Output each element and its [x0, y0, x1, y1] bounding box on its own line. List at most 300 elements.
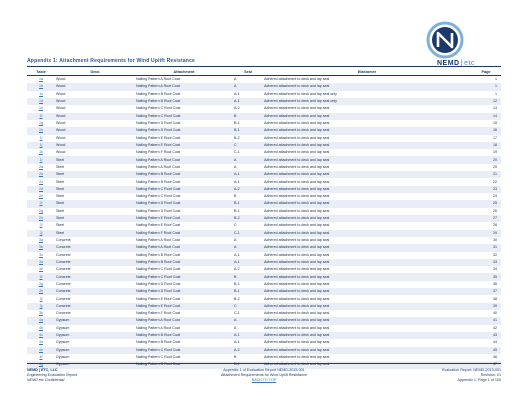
- cell-deck: Concrete: [55, 281, 135, 288]
- cell-table-id[interactable]: 3a: [27, 237, 55, 244]
- cell-table-id[interactable]: 2d: [27, 186, 55, 193]
- table-row: [27, 164, 501, 171]
- cell-page: 18: [471, 142, 501, 149]
- cell-table-id[interactable]: 3c: [27, 252, 55, 259]
- cell-attachment: Nailing Pattern A Roof Coat: [135, 325, 233, 332]
- cell-page: 17: [471, 135, 501, 142]
- cell-table-id[interactable]: 1i: [27, 135, 55, 142]
- cell-deck: Gypsum: [55, 317, 135, 324]
- cell-seal: B: [233, 113, 263, 120]
- table-row: [27, 281, 501, 288]
- cell-page: 24: [471, 193, 501, 200]
- cell-seal: B-1: [233, 120, 263, 127]
- table-row: [27, 354, 501, 361]
- cell-page: 40: [471, 310, 501, 317]
- table-row: [27, 208, 501, 215]
- cell-elastomer: Adhered attachment to deck and lap seal: [263, 208, 471, 215]
- cell-page: 42: [471, 325, 501, 332]
- table-row: [27, 332, 501, 339]
- cell-attachment: Nailing Pattern F Roof Coat: [135, 310, 233, 317]
- cell-deck: Gypsum: [55, 339, 135, 346]
- cell-page: 1: [471, 76, 501, 84]
- cell-deck: Concrete: [55, 237, 135, 244]
- cell-page: 44: [471, 339, 501, 346]
- cell-page: 23: [471, 186, 501, 193]
- cell-attachment: Nailing Pattern C Roof Coat: [135, 354, 233, 361]
- cell-attachment: Nailing Pattern B Roof Coat: [135, 332, 233, 339]
- cell-deck: Wood: [55, 76, 135, 84]
- table-row: [27, 200, 501, 207]
- table-row: [27, 193, 501, 200]
- cell-table-id[interactable]: 2j: [27, 230, 55, 237]
- table-row: [27, 156, 501, 163]
- table-header-row: [27, 68, 501, 76]
- table-row: [27, 222, 501, 229]
- cell-page: 30: [471, 237, 501, 244]
- cell-attachment: Nailing Pattern C Roof Coat: [135, 266, 233, 273]
- cell-seal: A: [233, 164, 263, 171]
- cell-attachment: Nailing Pattern F Roof Coat: [135, 149, 233, 156]
- cell-page: 29: [471, 230, 501, 237]
- table-row: [27, 295, 501, 302]
- cell-attachment: Nailing Pattern D Roof Coat: [135, 200, 233, 207]
- cell-page: 34: [471, 266, 501, 273]
- footer-appendix-ref: Appendix 1 of Evaluation Report NEMD-2015-001: [223, 368, 305, 372]
- cell-page: 45: [471, 347, 501, 354]
- cell-deck: Gypsum: [55, 325, 135, 332]
- cell-deck: Wood: [55, 98, 135, 105]
- footer-confidential: NEMD etc Confidential: [27, 378, 65, 382]
- cell-seal: A-1: [233, 178, 263, 185]
- cell-attachment: Nailing Pattern A Roof Coat: [135, 237, 233, 244]
- logo-brand: NEMD: [437, 60, 460, 67]
- cell-attachment: Nailing Pattern C Roof Coat: [135, 186, 233, 193]
- cell-table-id[interactable]: 1l: [27, 156, 55, 163]
- cell-page: 1: [471, 83, 501, 90]
- cell-table-id[interactable]: 2e: [27, 193, 55, 200]
- cell-page: 25: [471, 200, 501, 207]
- cell-seal: A-1: [233, 252, 263, 259]
- cell-seal: A-2: [233, 105, 263, 112]
- cell-seal: B-2: [233, 295, 263, 302]
- cell-elastomer: Adhered attachment to deck and lap seal: [263, 193, 471, 200]
- footer-report-number: Evaluation Report: NEMD-2015-001: [441, 368, 501, 372]
- cell-seal: B-2: [233, 215, 263, 222]
- cell-elastomer: Adhered attachment to deck and lap seal: [263, 230, 471, 237]
- cell-elastomer: Adhered attachment to deck and lap seal: [263, 252, 471, 259]
- cell-elastomer: Adhered attachment to deck and lap seal: [263, 354, 471, 361]
- cell-table-id[interactable]: 4f: [27, 354, 55, 361]
- logo-mark: [425, 20, 465, 60]
- table-row: [27, 266, 501, 273]
- footer-right: [442, 368, 501, 383]
- cell-elastomer: Adhered attachment to deck and lap seal only: [263, 91, 471, 98]
- table-row: [27, 237, 501, 244]
- cell-seal: B: [233, 193, 263, 200]
- table-row: [27, 230, 501, 237]
- cell-seal: A-2: [233, 347, 263, 354]
- table-row: [27, 127, 501, 134]
- cell-elastomer: Adhered attachment to deck and lap seal: [263, 310, 471, 317]
- cell-elastomer: Adhered attachment to deck and lap seal only: [263, 98, 471, 105]
- table-row: [27, 149, 501, 156]
- cell-page: 22: [471, 178, 501, 185]
- cell-table-id[interactable]: 1d: [27, 98, 55, 105]
- cell-elastomer: Adhered attachment to deck and lap seal: [263, 317, 471, 324]
- cell-page: 32: [471, 252, 501, 259]
- cell-table-id[interactable]: 1c: [27, 91, 55, 98]
- logo-divider: |: [460, 60, 464, 67]
- title-rule: [27, 66, 501, 67]
- cell-table-id[interactable]: 1f: [27, 113, 55, 120]
- cell-elastomer: Adhered attachment to deck and lap seal: [263, 295, 471, 302]
- cell-elastomer: Adhered attachment to deck and lap seal: [263, 339, 471, 346]
- footer-rule: [27, 363, 501, 364]
- cell-table-id[interactable]: 2f: [27, 200, 55, 207]
- cell-seal: B-1: [233, 208, 263, 215]
- cell-elastomer: Adhered attachment to deck and lap seal: [263, 127, 471, 134]
- cell-seal: C-1: [233, 149, 263, 156]
- cell-attachment: Nailing Pattern B Roof Coat: [135, 98, 233, 105]
- cell-page: 33: [471, 259, 501, 266]
- cell-table-id[interactable]: 3i: [27, 295, 55, 302]
- cell-page: 35: [471, 273, 501, 280]
- cell-seal: C: [233, 222, 263, 229]
- cell-table-id[interactable]: 3e: [27, 266, 55, 273]
- cell-deck: Concrete: [55, 273, 135, 280]
- cell-page: 20: [471, 164, 501, 171]
- cell-table-id[interactable]: 2i: [27, 222, 55, 229]
- cell-attachment: Nailing Pattern C Roof Coat: [135, 347, 233, 354]
- cell-page: 19: [471, 149, 501, 156]
- cell-elastomer: Adhered attachment to deck and lap seal: [263, 332, 471, 339]
- cell-deck: Concrete: [55, 288, 135, 295]
- cell-elastomer: Adhered attachment to deck and lap seal: [263, 120, 471, 127]
- table-row: [27, 317, 501, 324]
- cell-seal: B-1: [233, 281, 263, 288]
- cell-page: 41: [471, 317, 501, 324]
- col-header-attachment: Attachment: [135, 68, 233, 76]
- cell-deck: Steel: [55, 186, 135, 193]
- cell-table-id[interactable]: 3g: [27, 281, 55, 288]
- cell-attachment: Nailing Pattern B Roof Coat: [135, 252, 233, 259]
- cell-deck: Gypsum: [55, 361, 135, 368]
- cell-attachment: Nailing Pattern E Roof Coat: [135, 215, 233, 222]
- cell-attachment: Nailing Pattern B Roof Coat: [135, 259, 233, 266]
- cell-seal: A-1: [233, 339, 263, 346]
- cell-elastomer: Adhered attachment to deck and lap seal: [263, 76, 471, 84]
- cell-seal: A: [233, 83, 263, 90]
- footer-appendix-title: Attachment Requirements for Wind Uplift Resistance: [220, 373, 308, 377]
- appendix-table: [27, 68, 501, 369]
- cell-elastomer: Adhered attachment to deck and lap seal: [263, 281, 471, 288]
- cell-seal: A-2: [233, 266, 263, 273]
- footer-report-type: Engineering Evaluation Report: [27, 373, 78, 377]
- cell-deck: Steel: [55, 171, 135, 178]
- cell-seal: A-1: [233, 171, 263, 178]
- cell-deck: Wood: [55, 135, 135, 142]
- cell-page: 14: [471, 113, 501, 120]
- cell-seal: A-1: [233, 91, 263, 98]
- cell-attachment: Nailing Pattern D Roof Coat: [135, 127, 233, 134]
- cell-attachment: Nailing Pattern B Roof Coat: [135, 91, 233, 98]
- footer-revision: Revision: 01: [480, 373, 501, 377]
- cell-elastomer: Adhered attachment to deck and lap seal: [263, 178, 471, 185]
- table-row: [27, 83, 501, 90]
- cell-seal: A-1: [233, 98, 263, 105]
- document-title: Appendix 1: Attachment Requirements for Wind Uplift Resistance: [27, 58, 196, 64]
- cell-seal: A: [233, 317, 263, 324]
- cell-deck: Gypsum: [55, 347, 135, 354]
- cell-attachment: Nailing Pattern C Roof Coat: [135, 113, 233, 120]
- table-row: [27, 171, 501, 178]
- cell-table-id[interactable]: 2g: [27, 208, 55, 215]
- cell-seal: A: [233, 76, 263, 84]
- cell-seal: C: [233, 303, 263, 310]
- cell-table-id[interactable]: 2a: [27, 164, 55, 171]
- cell-page: 39: [471, 303, 501, 310]
- cell-seal: B-1: [233, 127, 263, 134]
- table-row: [27, 252, 501, 259]
- cell-attachment: Nailing Pattern E Roof Coat: [135, 135, 233, 142]
- cell-deck: Wood: [55, 83, 135, 90]
- cell-elastomer: Adhered attachment to deck and lap seal: [263, 259, 471, 266]
- table-row: [27, 259, 501, 266]
- cell-elastomer: Adhered attachment to deck and lap seal: [263, 361, 471, 368]
- cell-deck: Wood: [55, 120, 135, 127]
- cell-seal: A: [233, 325, 263, 332]
- cell-deck: Wood: [55, 127, 135, 134]
- cell-deck: Concrete: [55, 252, 135, 259]
- cell-table-id[interactable]: 1h: [27, 127, 55, 134]
- cell-elastomer: Adhered attachment to deck and lap seal: [263, 215, 471, 222]
- cell-table-id[interactable]: 3h: [27, 288, 55, 295]
- cell-elastomer: Adhered attachment to deck and lap seal: [263, 200, 471, 207]
- logo-suffix: etc: [464, 60, 475, 67]
- cell-deck: Concrete: [55, 310, 135, 317]
- cell-deck: Gypsum: [55, 354, 135, 361]
- col-header-elastomer: Elastomer: [263, 68, 471, 76]
- cell-page: 12: [471, 98, 501, 105]
- cell-seal: C-1: [233, 310, 263, 317]
- cell-attachment: Nailing Pattern A Roof Coat: [135, 83, 233, 90]
- cell-seal: A: [233, 244, 263, 251]
- cell-attachment: Nailing Pattern A Roof Coat: [135, 244, 233, 251]
- cell-attachment: Nailing Pattern A Roof Coat: [135, 156, 233, 163]
- cell-elastomer: Adhered attachment to deck and lap seal: [263, 325, 471, 332]
- cell-table-id[interactable]: 3k: [27, 310, 55, 317]
- cell-seal: B: [233, 273, 263, 280]
- cell-attachment: Nailing Pattern D Roof Coat: [135, 281, 233, 288]
- cell-elastomer: Adhered attachment to deck and lap seal: [263, 156, 471, 163]
- cell-attachment: Nailing Pattern B Roof Coat: [135, 178, 233, 185]
- cell-deck: Wood: [55, 113, 135, 120]
- cell-seal: B-1: [233, 361, 263, 368]
- cell-elastomer: Adhered attachment to deck and lap seal: [263, 105, 471, 112]
- cell-seal: A-2: [233, 186, 263, 193]
- cell-deck: Wood: [55, 105, 135, 112]
- col-header-seal: Seal: [233, 68, 263, 76]
- cell-page: 20: [471, 156, 501, 163]
- cell-page: 16: [471, 127, 501, 134]
- cell-attachment: Nailing Pattern A Roof Coat: [135, 164, 233, 171]
- cell-table-id[interactable]: 4g: [27, 361, 55, 368]
- cell-table-id[interactable]: 1b: [27, 83, 55, 90]
- cell-attachment: Nailing Pattern D Roof Coat: [135, 288, 233, 295]
- table-row: [27, 142, 501, 149]
- cell-table-id[interactable]: 4c: [27, 332, 55, 339]
- cell-page: 26: [471, 208, 501, 215]
- cell-elastomer: Adhered attachment to deck and lap seal: [263, 186, 471, 193]
- cell-page: 15: [471, 120, 501, 127]
- back-to-top-link[interactable]: BACK TO TOP: [251, 378, 277, 382]
- cell-deck: Wood: [55, 142, 135, 149]
- cell-elastomer: Adhered attachment to deck and lap seal: [263, 222, 471, 229]
- cell-elastomer: Adhered attachment to deck and lap seal: [263, 135, 471, 142]
- cell-deck: Steel: [55, 208, 135, 215]
- table-row: [27, 310, 501, 317]
- table-row: [27, 91, 501, 98]
- col-header-table: Table: [27, 68, 55, 76]
- cell-attachment: Nailing Pattern C Roof Coat: [135, 193, 233, 200]
- cell-table-id[interactable]: 4d: [27, 339, 55, 346]
- cell-page: 21: [471, 171, 501, 178]
- cell-page: 31: [471, 244, 501, 251]
- cell-attachment: Nailing Pattern B Roof Coat: [135, 339, 233, 346]
- cell-table-id[interactable]: 2h: [27, 215, 55, 222]
- table-row: [27, 339, 501, 346]
- cell-elastomer: Adhered attachment to deck and lap seal: [263, 83, 471, 90]
- cell-attachment: Nailing Pattern C Roof Coat: [135, 273, 233, 280]
- cell-attachment: Nailing Pattern E Roof Coat: [135, 295, 233, 302]
- cell-attachment: Nailing Pattern E Roof Coat: [135, 303, 233, 310]
- cell-deck: Steel: [55, 156, 135, 163]
- cell-page: 43: [471, 332, 501, 339]
- cell-attachment: Nailing Pattern F Roof Coat: [135, 230, 233, 237]
- table-row: [27, 105, 501, 112]
- cell-deck: Gypsum: [55, 332, 135, 339]
- cell-table-id[interactable]: 1j: [27, 142, 55, 149]
- cell-table-id[interactable]: 1a: [27, 76, 55, 84]
- col-header-page: Page: [471, 68, 501, 76]
- cell-deck: Steel: [55, 178, 135, 185]
- cell-deck: Steel: [55, 222, 135, 229]
- cell-page: 38: [471, 295, 501, 302]
- cell-attachment: Nailing Pattern B Roof Coat: [135, 171, 233, 178]
- cell-deck: Concrete: [55, 259, 135, 266]
- company-logo: [415, 20, 510, 70]
- cell-elastomer: Adhered attachment to deck and lap seal: [263, 303, 471, 310]
- table-row: [27, 273, 501, 280]
- cell-deck: Concrete: [55, 266, 135, 273]
- cell-page: 46: [471, 354, 501, 361]
- table-row: [27, 113, 501, 120]
- cell-page: 28: [471, 222, 501, 229]
- cell-page: 27: [471, 215, 501, 222]
- cell-attachment: Nailing Pattern D Roof Coat: [135, 208, 233, 215]
- cell-table-id[interactable]: 3j: [27, 303, 55, 310]
- cell-elastomer: Adhered attachment to deck and lap seal: [263, 288, 471, 295]
- cell-seal: A-1: [233, 332, 263, 339]
- cell-elastomer: Adhered attachment to deck and lap seal: [263, 113, 471, 120]
- table-row: [27, 98, 501, 105]
- cell-seal: C: [233, 142, 263, 149]
- cell-elastomer: Adhered attachment to deck and lap seal: [263, 171, 471, 178]
- cell-deck: Steel: [55, 215, 135, 222]
- cell-seal: C-1: [233, 230, 263, 237]
- table-row: [27, 135, 501, 142]
- cell-elastomer: Adhered attachment to deck and lap seal: [263, 142, 471, 149]
- cell-attachment: Nailing Pattern E Roof Coat: [135, 142, 233, 149]
- cell-attachment: Nailing Pattern A Roof Coat: [135, 317, 233, 324]
- cell-elastomer: Adhered attachment to deck and lap seal: [263, 244, 471, 251]
- cell-table-id[interactable]: 4b: [27, 325, 55, 332]
- cell-elastomer: Adhered attachment to deck and lap seal: [263, 266, 471, 273]
- cell-table-id[interactable]: 1g: [27, 120, 55, 127]
- cell-table-id[interactable]: 4e: [27, 347, 55, 354]
- cell-table-id[interactable]: 3d: [27, 259, 55, 266]
- cell-seal: B-1: [233, 288, 263, 295]
- cell-attachment: Nailing Pattern D Roof Coat: [135, 361, 233, 368]
- cell-table-id[interactable]: 4a: [27, 317, 55, 324]
- cell-table-id[interactable]: 1e: [27, 105, 55, 112]
- table-row: [27, 186, 501, 193]
- cell-seal: B-1: [233, 200, 263, 207]
- cell-deck: Steel: [55, 200, 135, 207]
- cell-elastomer: Adhered attachment to deck and lap seal: [263, 237, 471, 244]
- cell-table-id[interactable]: 3b: [27, 244, 55, 251]
- table-row: [27, 244, 501, 251]
- cell-seal: B-2: [233, 135, 263, 142]
- cell-attachment: Nailing Pattern C Roof Coat: [135, 105, 233, 112]
- cell-table-id[interactable]: 3f: [27, 273, 55, 280]
- cell-deck: Wood: [55, 91, 135, 98]
- table-row: [27, 178, 501, 185]
- footer-company: NEMD | ETC, LLC: [27, 368, 58, 372]
- cell-elastomer: Adhered attachment to deck and lap seal: [263, 347, 471, 354]
- cell-page: 1: [471, 91, 501, 98]
- cell-attachment: Nailing Pattern E Roof Coat: [135, 222, 233, 229]
- table-row: [27, 325, 501, 332]
- cell-seal: A: [233, 237, 263, 244]
- cell-elastomer: Adhered attachment to deck and lap seal: [263, 273, 471, 280]
- cell-deck: Steel: [55, 230, 135, 237]
- cell-seal: A-1: [233, 259, 263, 266]
- cell-deck: Wood: [55, 149, 135, 156]
- cell-elastomer: Adhered attachment to deck and lap seal: [263, 149, 471, 156]
- cell-attachment: Nailing Pattern D Roof Coat: [135, 120, 233, 127]
- table-row: [27, 303, 501, 310]
- cell-elastomer: Adhered attachment to deck and lap seal: [263, 164, 471, 171]
- cell-page: 36: [471, 281, 501, 288]
- cell-deck: Concrete: [55, 295, 135, 302]
- cell-deck: Concrete: [55, 303, 135, 310]
- table-row: [27, 120, 501, 127]
- table-row: [27, 288, 501, 295]
- cell-page: 37: [471, 288, 501, 295]
- table-row: [27, 215, 501, 222]
- cell-deck: Steel: [55, 164, 135, 171]
- table-row: [27, 347, 501, 354]
- cell-table-id[interactable]: 1k: [27, 149, 55, 156]
- cell-table-id[interactable]: 2c: [27, 178, 55, 185]
- cell-deck: Concrete: [55, 244, 135, 251]
- cell-page: 47: [471, 361, 501, 368]
- cell-page: 13: [471, 105, 501, 112]
- cell-table-id[interactable]: 2b: [27, 171, 55, 178]
- table-row: [27, 76, 501, 84]
- cell-deck: Steel: [55, 193, 135, 200]
